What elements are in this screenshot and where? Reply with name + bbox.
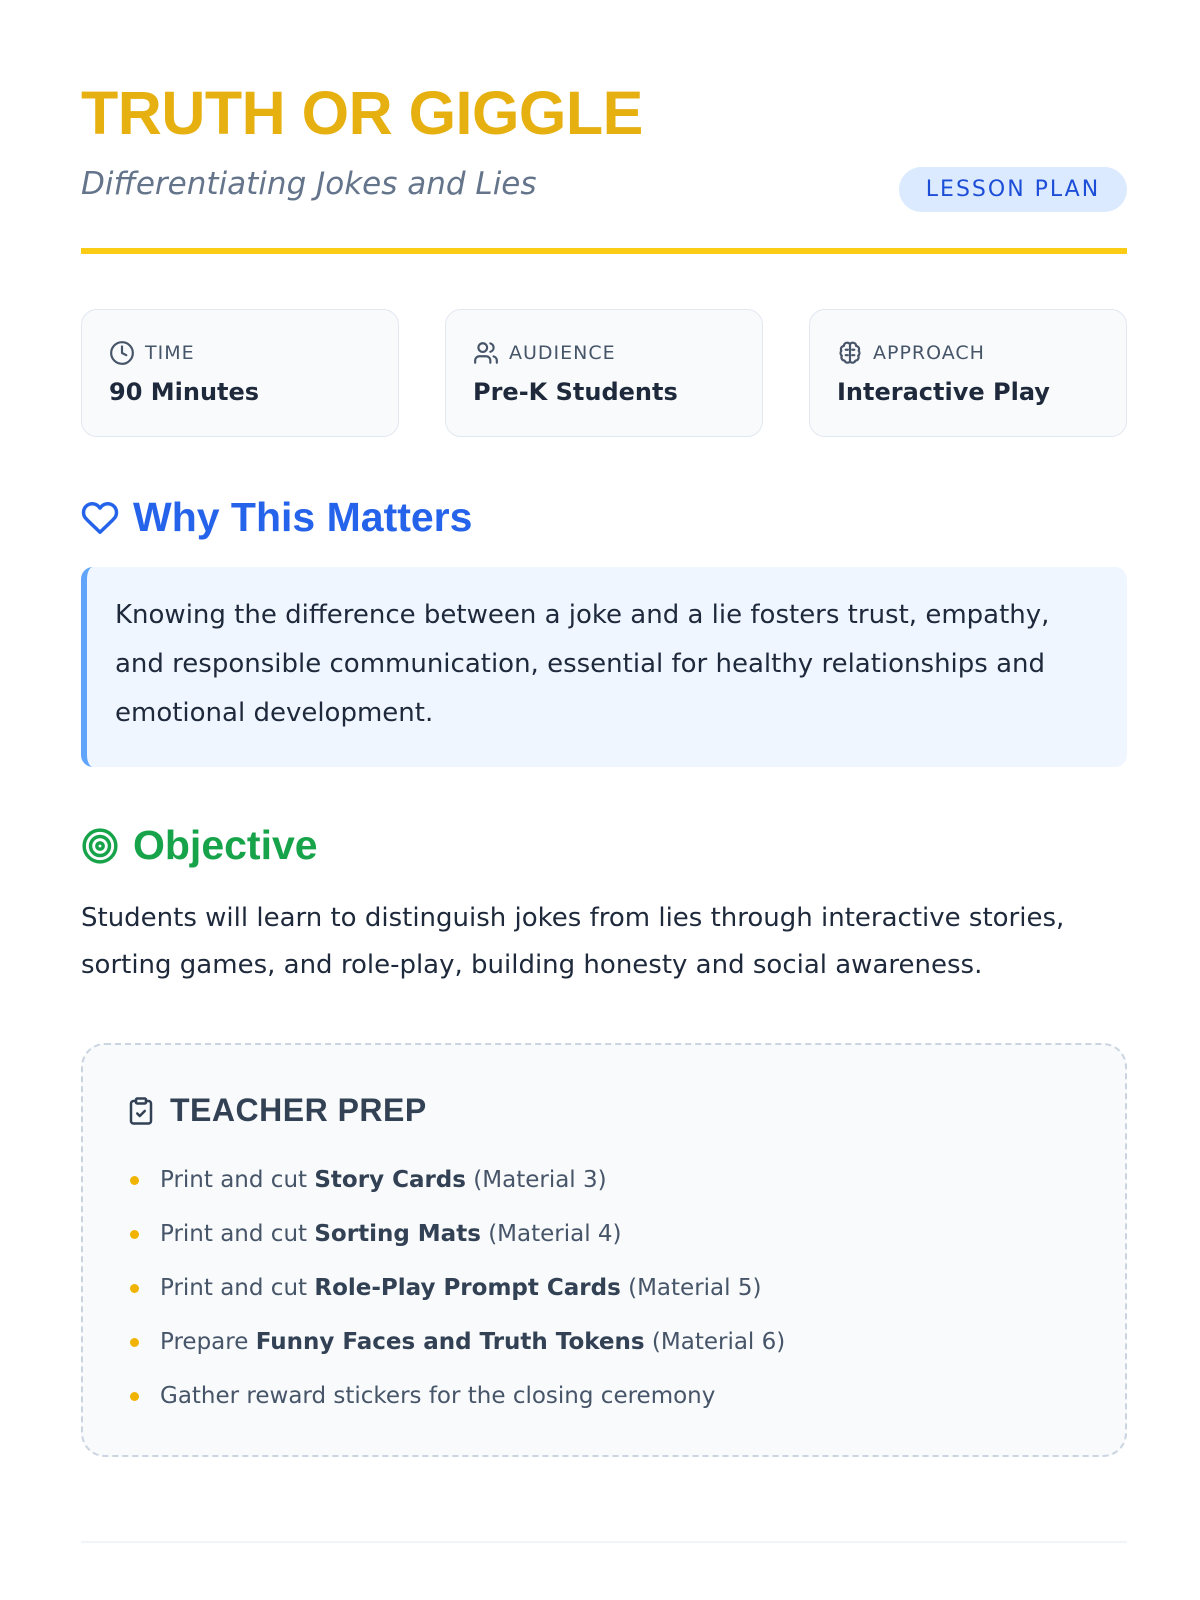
list-item: Gather reward stickers for the closing ceremony xyxy=(126,1377,785,1431)
meta-card-audience xyxy=(445,309,763,437)
teacher-prep-list xyxy=(126,1161,785,1431)
meta-card-approach xyxy=(809,309,1127,437)
brain-icon xyxy=(837,340,863,366)
meta-label-audience: AUDIENCE xyxy=(509,342,616,364)
objective-heading-text: Objective xyxy=(133,822,318,868)
footer-divider xyxy=(81,1541,1127,1543)
clipboard-check-icon xyxy=(126,1096,156,1126)
teacher-prep-heading-text: TEACHER PREP xyxy=(170,1092,427,1128)
why-this-matters-heading xyxy=(81,494,472,541)
why-callout xyxy=(81,567,1127,767)
heart-icon xyxy=(81,499,119,537)
target-icon xyxy=(81,827,119,865)
meta-label-approach: APPROACH xyxy=(873,342,985,364)
list-item: Print and cut Role-Play Prompt Cards (Material 5) xyxy=(126,1269,785,1323)
meta-value-approach: Interactive Play xyxy=(837,378,1050,406)
users-icon xyxy=(473,340,499,366)
meta-card-time xyxy=(81,309,399,437)
bullet-icon xyxy=(130,1338,139,1347)
meta-value-time: 90 Minutes xyxy=(109,378,260,406)
teacher-prep-heading xyxy=(126,1092,427,1129)
page-subtitle: Differentiating Jokes and Lies xyxy=(81,166,537,202)
why-text: Knowing the difference between a joke and a lie fosters trust, empathy, and responsible communication, essential for healthy relationships and emotional development. xyxy=(115,600,1050,728)
meta-cards xyxy=(81,309,1127,439)
bullet-icon xyxy=(130,1392,139,1401)
header-divider xyxy=(81,248,1127,254)
meta-label-time: TIME xyxy=(145,342,195,364)
bullet-icon xyxy=(130,1230,139,1239)
list-item: Prepare Funny Faces and Truth Tokens (Material 6) xyxy=(126,1323,785,1377)
bullet-icon xyxy=(130,1284,139,1293)
objective-heading xyxy=(81,822,318,869)
list-item: Print and cut Sorting Mats (Material 4) xyxy=(126,1215,785,1269)
why-heading-text: Why This Matters xyxy=(133,494,473,540)
clock-icon xyxy=(109,340,135,366)
list-item: Print and cut Story Cards (Material 3) xyxy=(126,1161,785,1215)
bullet-icon xyxy=(130,1176,139,1185)
teacher-prep-box xyxy=(81,1043,1127,1457)
objective-text: Students will learn to distinguish jokes from lies through interactive stories, sorting games, and role-play, building honesty and social awareness. xyxy=(81,903,1065,980)
meta-value-audience: Pre-K Students xyxy=(473,378,678,406)
page-title: TRUTH OR GIGGLE xyxy=(81,79,643,147)
lesson-plan-badge: LESSON PLAN xyxy=(899,167,1127,212)
